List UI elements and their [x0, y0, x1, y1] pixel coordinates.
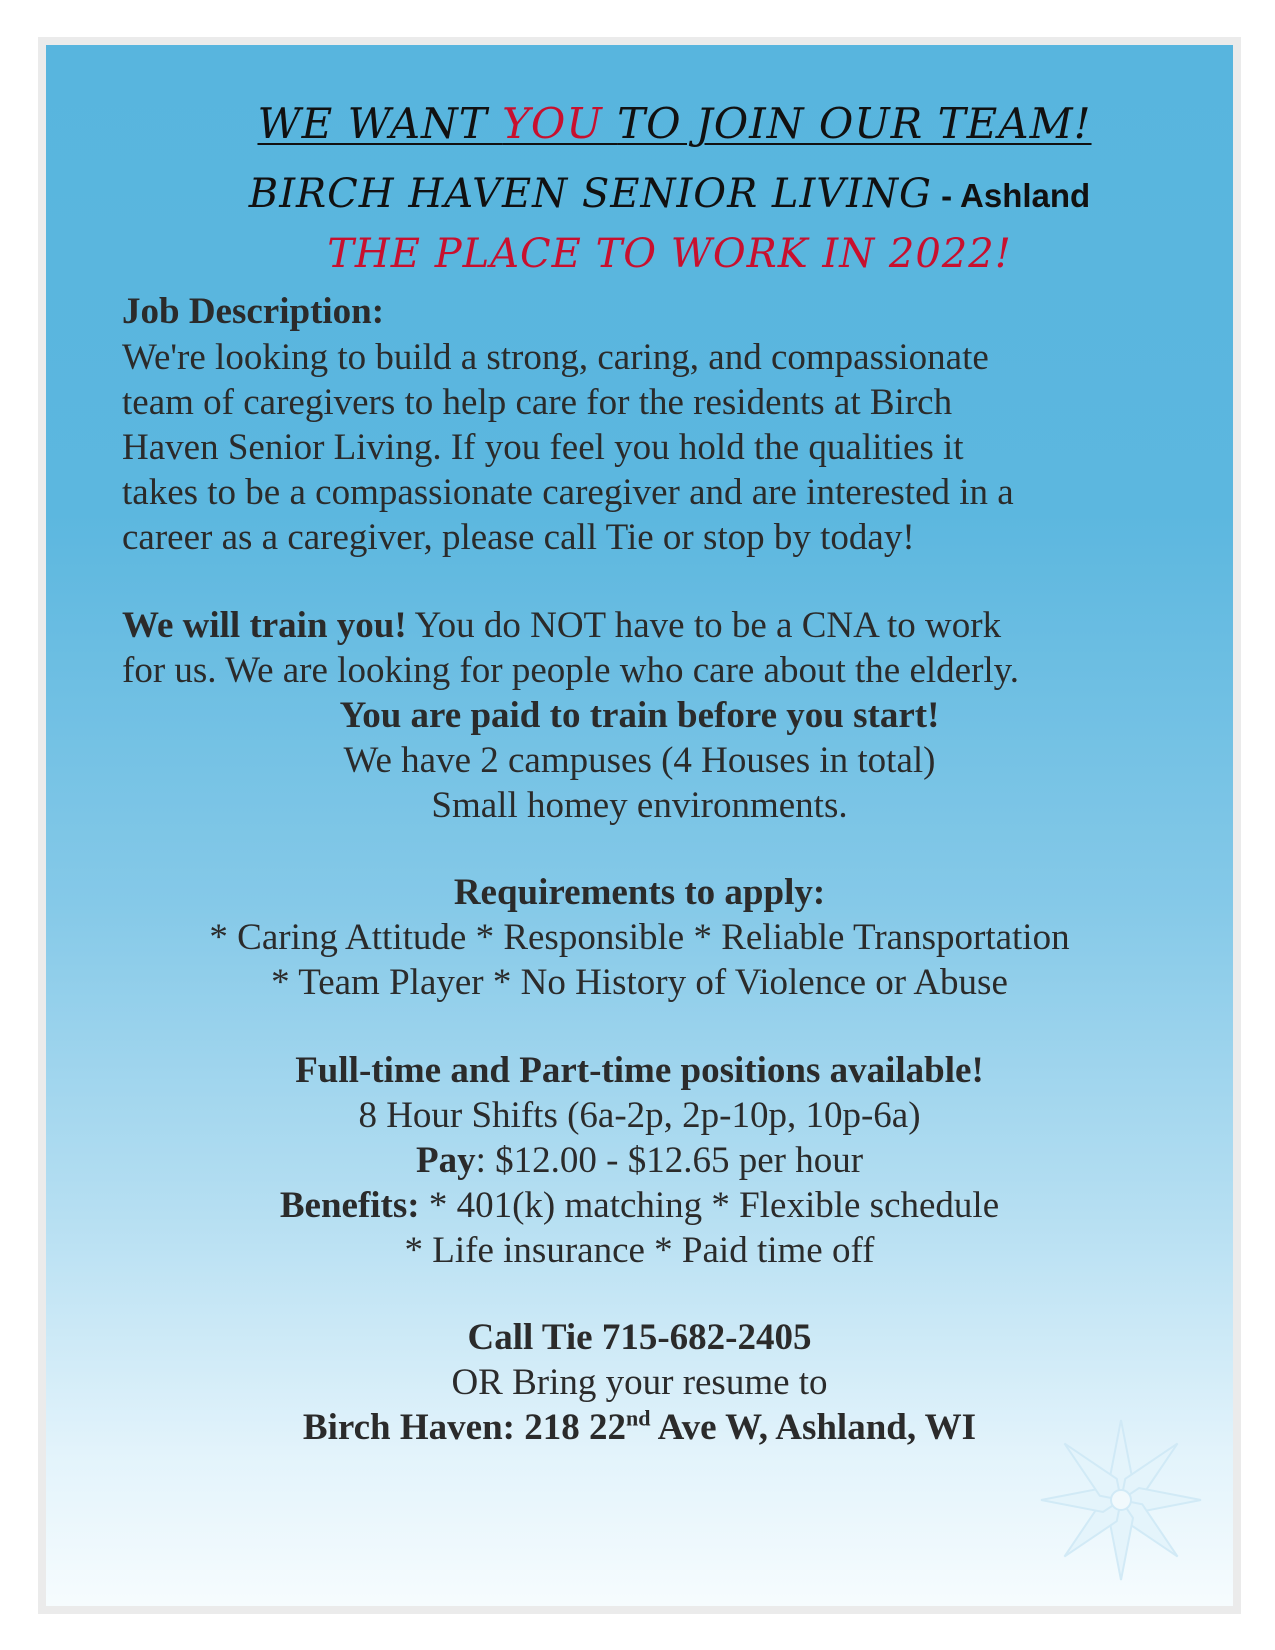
- job-description-line: We're looking to build a strong, caring, and compassionate: [122, 337, 989, 378]
- training-bold-lead: We will train you!: [122, 605, 407, 646]
- tagline: THE PLACE TO WORK IN 2022!: [327, 231, 1012, 277]
- benefits-line1: * 401(k) matching * Flexible schedule: [419, 1185, 1000, 1226]
- benefits: [46, 1183, 1233, 1229]
- job-description-line: team of caregivers to help care for the residents at Birch: [122, 382, 953, 423]
- pay-value: : $12.00 - $12.65 per hour: [475, 1140, 864, 1181]
- requirements-line-2: * Team Player * No History of Violence or Abuse: [271, 962, 1008, 1003]
- campuses: We have 2 campuses (4 Houses in total): [343, 740, 936, 781]
- requirements-line-1: * Caring Attitude * Responsible * Reliable Transportation: [209, 917, 1070, 958]
- headline-you: YOU: [502, 99, 618, 148]
- snowflake-icon: [1036, 1415, 1206, 1585]
- job-flyer: [46, 45, 1233, 1606]
- call-contact-text: Call Tie 715-682-2405: [467, 1317, 812, 1358]
- headline-part2: TO JOIN OUR TEAM!: [617, 99, 1092, 148]
- address-pre: Birch Haven: 218 22: [302, 1407, 626, 1448]
- requirements-heading-text: Requirements to apply:: [453, 872, 826, 913]
- paid-training-text: You are paid to train before you start!: [339, 695, 940, 736]
- benefits-line-2: * Life insurance * Paid time off: [404, 1230, 875, 1271]
- benefits-label: Benefits:: [279, 1185, 420, 1226]
- job-description-heading: [122, 289, 1222, 335]
- paid-training: [46, 693, 1233, 739]
- job-description-line: career as a caregiver, please call Tie or stop by today!: [122, 517, 915, 558]
- job-description-line: takes to be a compassionate caregiver and are interested in a: [122, 472, 1014, 513]
- positions-heading-text: Full-time and Part-time positions available!: [295, 1050, 984, 1091]
- headline-part1: WE WANT: [257, 99, 503, 148]
- or-bring-resume: OR Bring your resume to: [451, 1362, 828, 1403]
- company-name-text: BIRCH HAVEN SENIOR LIVING: [248, 171, 932, 217]
- training-line-1: [122, 603, 1222, 649]
- shifts: 8 Hour Shifts (6a-2p, 2p-10p, 10p-6a): [358, 1095, 921, 1136]
- call-contact: [46, 1315, 1233, 1361]
- job-description-line: Haven Senior Living. If you feel you hold the qualities it: [122, 427, 964, 468]
- training-line-2: for us. We are looking for people who care about the elderly.: [122, 650, 1020, 691]
- job-description-heading-text: Job Description:: [122, 291, 385, 332]
- pay: [46, 1138, 1233, 1184]
- training-line1-rest: You do NOT have to be a CNA to work: [406, 605, 1002, 646]
- environment: Small homey environments.: [431, 785, 848, 826]
- company-name: [46, 171, 1233, 217]
- positions-heading: [46, 1048, 1233, 1094]
- address-post: Ave W, Ashland, WI: [650, 1407, 977, 1448]
- pay-label: Pay: [415, 1140, 476, 1181]
- company-location: - Ashland: [931, 177, 1091, 214]
- address-superscript: nd: [625, 1405, 651, 1431]
- headline: [46, 99, 1233, 148]
- requirements-heading: [46, 870, 1233, 916]
